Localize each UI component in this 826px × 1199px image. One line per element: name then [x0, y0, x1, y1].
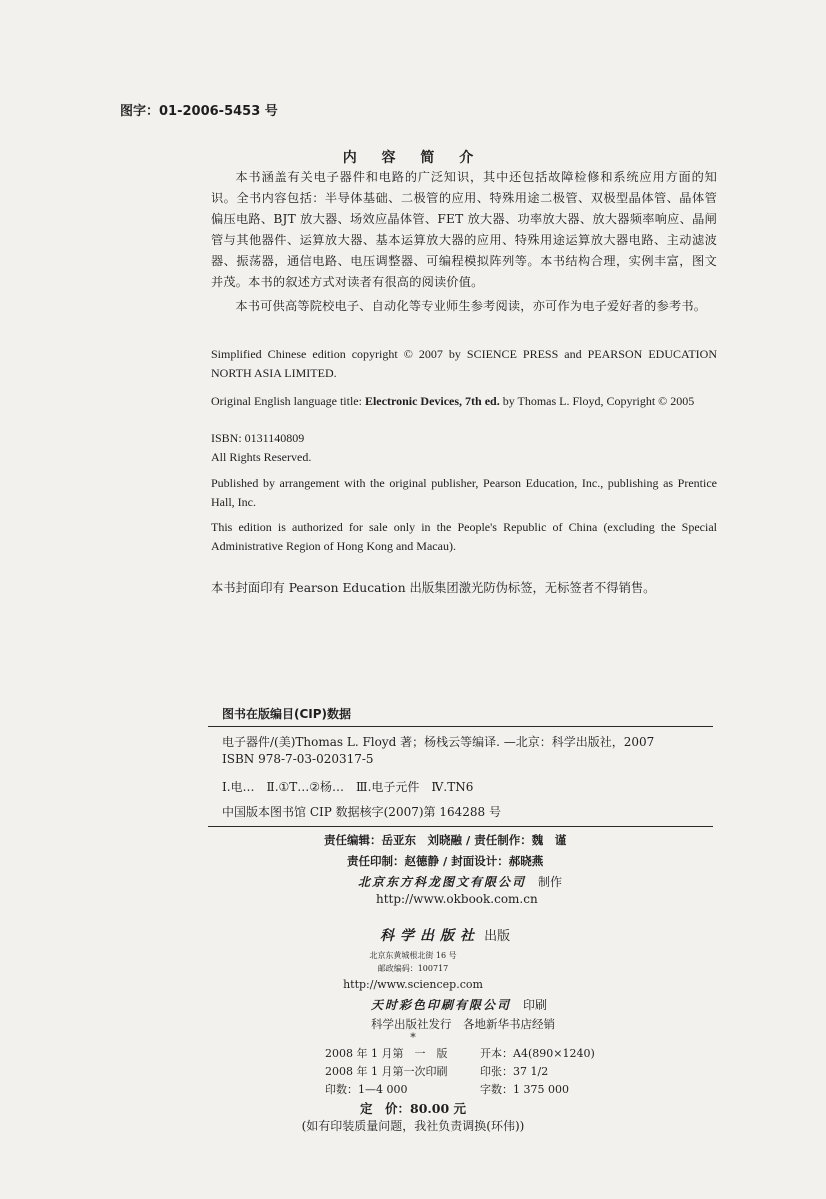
cip-classification: Ⅰ.电… Ⅱ.①T…②杨… Ⅲ.电子元件 Ⅳ.TN6	[222, 780, 474, 794]
summary-paragraph: 本书涵盖有关电子器件和电路的广泛知识，其中还包括故障检修和系统应用方面的知识。全书内容包括：半导体基础、二极管的应用、特殊用途二极管、双极型晶体管、晶体管偏压电路、BJT 放大器、场效应晶体管、FET 放大器、功率放大器、放大器频率响应、晶闸管与其他器件、运算放大器、基本运算放大器的应用、特殊用途运算放大器电路、主动滤波器、振荡器，通信电路、电压调整器、可编程模拟阵列等。本书结构合理，实例丰富，图文并茂。本书的叙述方式对读者有很高的阅读价值。	[211, 170, 717, 289]
laser-label-notice: 本书封面印有 Pearson Education 出版集团激光防伪标签，无标签者不得销售。	[211, 581, 656, 595]
print-sheets: 印张：37 1/2	[480, 1065, 549, 1078]
price: 定 价：80.00 元	[360, 1101, 466, 1116]
arrangement-notice: Published by arrangement with the original publisher, Pearson Education, Inc., publishing as Prentice Hall, Inc.	[211, 476, 717, 509]
print-copies: 印数：1—4 000	[325, 1083, 408, 1096]
publisher-url: http://www.sciencep.com	[343, 978, 483, 991]
cip-top-rule	[208, 726, 713, 727]
print-credit: 责任印制：赵德静 / 封面设计：郝晓燕	[347, 854, 544, 868]
word-count: 字数：1 375 000	[480, 1083, 569, 1096]
summary-body	[211, 167, 717, 320]
summary-title: 内 容 简 介	[342, 150, 484, 166]
rights-notice: All Rights Reserved.	[211, 450, 312, 464]
quality-notice: (如有印装质量问题，我社负责调换(环伟))	[301, 1119, 525, 1133]
producer-line: 北京东方科龙图文有限公司 制作	[358, 875, 563, 889]
authorization-notice: This edition is authorized for sale only in the People's Republic of China (excluding the Special Administrative Region of Hong Kong and Macau).	[211, 520, 717, 553]
cip-entry: 电子器件/(美)Thomas L. Floyd 著；杨栈云等编译. —北京：科学出版社，2007	[222, 735, 655, 749]
publisher-postcode: 邮政编码：100717	[377, 964, 449, 973]
publisher-name: 科学出版社	[380, 928, 480, 944]
distribution-line: 科学出版社发行 各地新华书店经销	[371, 1017, 555, 1031]
producer-url: http://www.okbook.com.cn	[376, 892, 538, 906]
publisher-line: 科学出版社 出版	[380, 928, 511, 944]
printer-name: 天时彩色印刷有限公司	[371, 998, 512, 1012]
registration-number: 图字：01-2006-5453 号	[120, 104, 278, 119]
copyright-notice: Simplified Chinese edition copyright © 2007 by SCIENCE PRESS and PEARSON EDUCATION NORTH ASIA LIMITED.	[211, 347, 717, 380]
printer-line: 天时彩色印刷有限公司 印刷	[371, 998, 548, 1012]
cip-bottom-rule	[208, 826, 713, 827]
book-format: 开本：A4(890×1240)	[480, 1047, 595, 1060]
original-isbn: ISBN: 0131140809	[211, 431, 305, 445]
publisher-address: 北京东黄城根北街 16 号	[369, 951, 457, 960]
original-book-title: Electronic Devices, 7th ed.	[364, 394, 500, 408]
cip-title: 图书在版编目(CIP)数据	[222, 707, 352, 721]
printing-date: 2008 年 1 月第一次印刷	[325, 1065, 448, 1078]
cip-isbn: ISBN 978-7-03-020317-5	[222, 752, 374, 766]
summary-paragraph: 本书可供高等院校电子、自动化等专业师生参考阅读，亦可作为电子爱好者的参考书。	[235, 299, 707, 313]
edition-date: 2008 年 1 月第 一 版	[325, 1047, 448, 1060]
cip-record-number: 中国版本图书馆 CIP 数据核字(2007)第 164288 号	[222, 805, 501, 819]
producer-name: 北京东方科龙图文有限公司	[358, 875, 527, 889]
original-title-notice: Original English language title: Electronic Devices, 7th ed. by Thomas L. Floyd, Copyright © 2005	[211, 394, 695, 408]
editors-credit: 责任编辑：岳亚东 刘晓融 / 责任制作：魏 谨	[324, 833, 567, 847]
separator-asterisk: *	[410, 1031, 416, 1044]
